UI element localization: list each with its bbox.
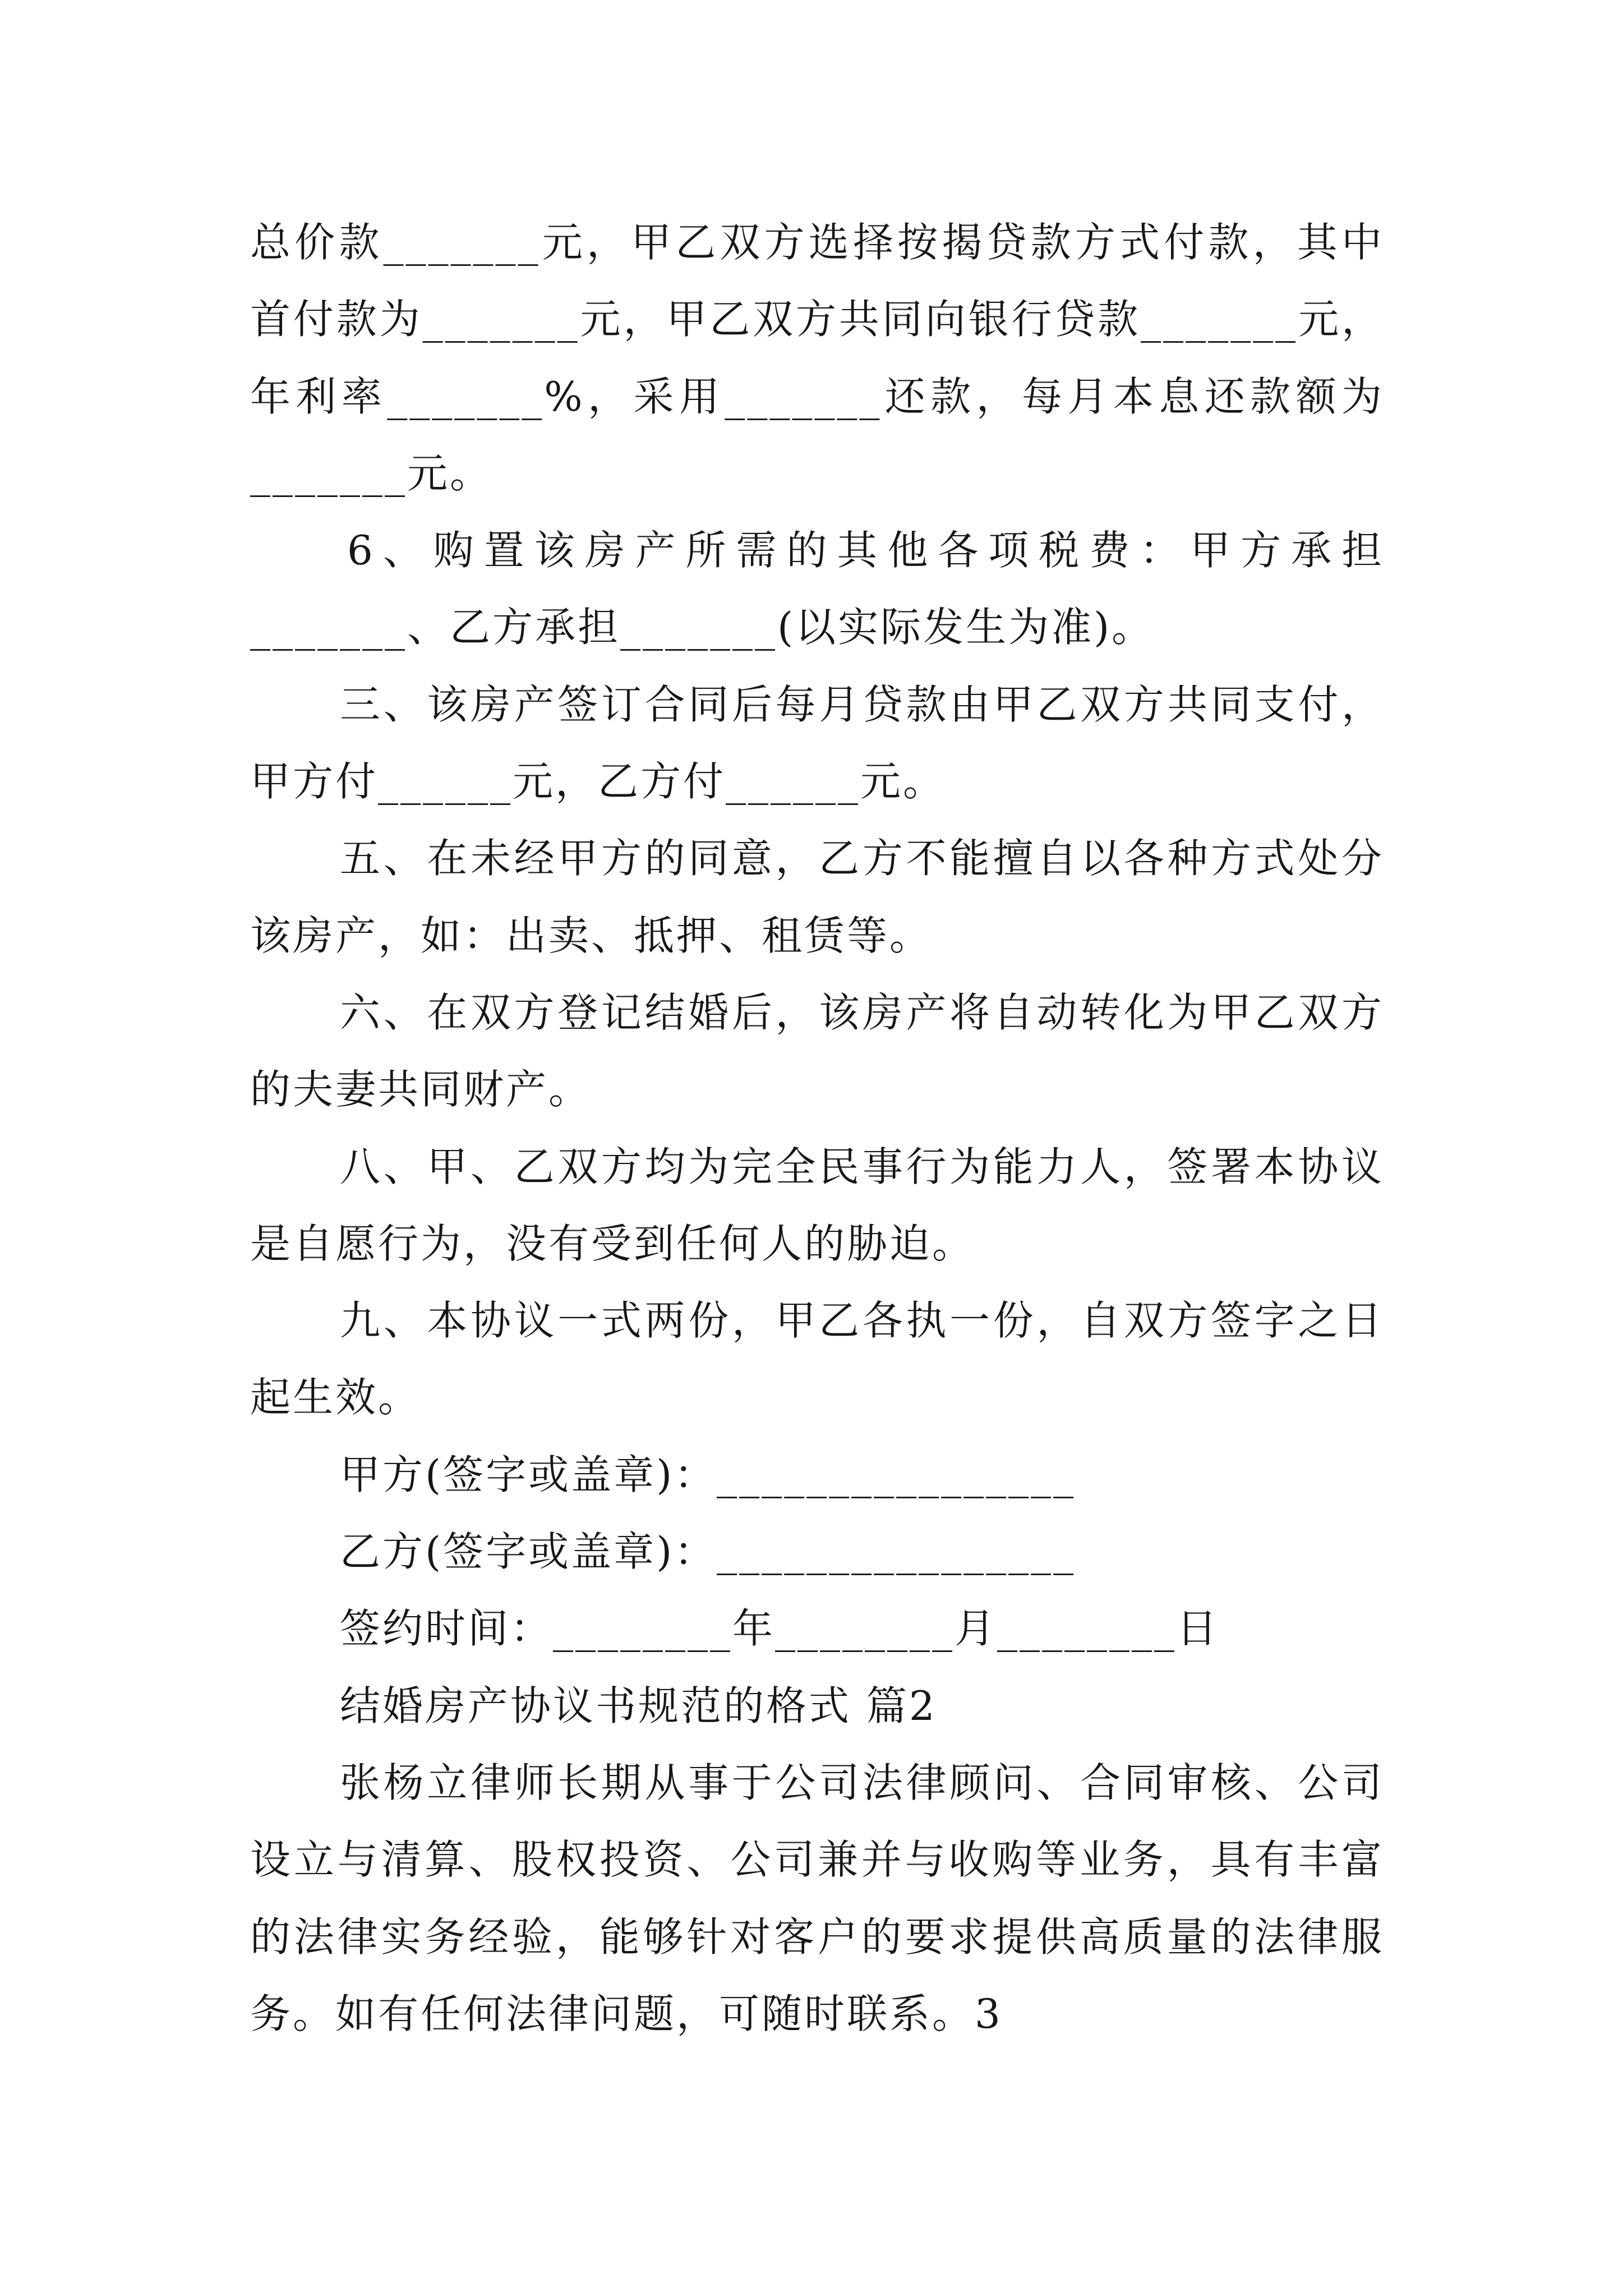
section-heading: 结婚房产协议书规范的格式 篇2 [340,1682,937,1729]
lawyer-intro-line: 设立与清算、股权投资、公司兼并与收购等业务，具有丰富 [250,1836,1384,1884]
clause-6-line: 六、在双方登记结婚后，该房产将自动转化为甲乙双方 [340,988,1384,1036]
clause-8-line: 八、甲、乙双方均为完全民事行为能力人，签署本协议 [340,1143,1384,1190]
clause-6-line: 的夫妻共同财产。 [250,1066,592,1114]
lawyer-intro-line: 张杨立律师长期从事于公司法律顾问、合同审核、公司 [340,1759,1384,1806]
signature-block [250,1437,1384,1668]
clause-3-paragraph [250,666,1384,821]
tax-clause-line: 6、购置该房产所需的其他各项税费：甲方承担 [347,527,1384,574]
tax-clause-paragraph [250,512,1384,666]
purchase-terms-line: 首付款为_______元，甲乙双方共同向银行贷款_______元， [250,296,1384,343]
clause-6-paragraph [250,974,1384,1129]
lawyer-intro-line: 的法律实务经验，能够针对客户的要求提供高质量的法律服 [250,1913,1384,1961]
clause-8-paragraph [250,1129,1384,1283]
clause-8-line: 是自愿行为，没有受到任何人的胁迫。 [250,1220,975,1267]
clause-5-line: 五、在未经甲方的同意，乙方不能擅自以各种方式处分 [340,835,1384,882]
tax-clause-line: _______、乙方承担_______(以实际发生为准)。 [250,604,1155,651]
party-a-signature-line: 甲方(签字或盖章)：________________ [340,1451,1076,1498]
purchase-terms-line: _______元。 [250,449,493,497]
clause-9-paragraph [250,1282,1384,1437]
purchase-terms-line: 总价款_______元，甲乙双方选择按揭贷款方式付款，其中 [250,219,1384,266]
party-b-signature-line: 乙方(签字或盖章)：________________ [340,1528,1076,1576]
purchase-terms-line: 年利率_______%，采用_______还款，每月本息还款额为 [250,372,1384,420]
document-body [250,204,1384,2053]
lawyer-intro-line: 务。如有任何法律问题，可随时联系。3 [250,1990,1003,2037]
clause-3-line: 甲方付______元，乙方付______元。 [250,758,946,806]
clause-5-line: 该房产，如：出卖、抵押、租赁等。 [250,912,933,959]
signing-date-line: 签约时间：________年________月________日 [340,1605,1220,1653]
purchase-terms-paragraph [250,204,1384,512]
clause-5-paragraph [250,820,1384,974]
clause-3-line: 三、该房产签订合同后每月贷款由甲乙双方共同支付， [340,680,1384,728]
clause-9-line: 起生效。 [250,1374,421,1421]
lawyer-intro-paragraph [250,1745,1384,2053]
clause-9-line: 九、本协议一式两份，甲乙各执一份，自双方签字之日 [340,1297,1384,1345]
